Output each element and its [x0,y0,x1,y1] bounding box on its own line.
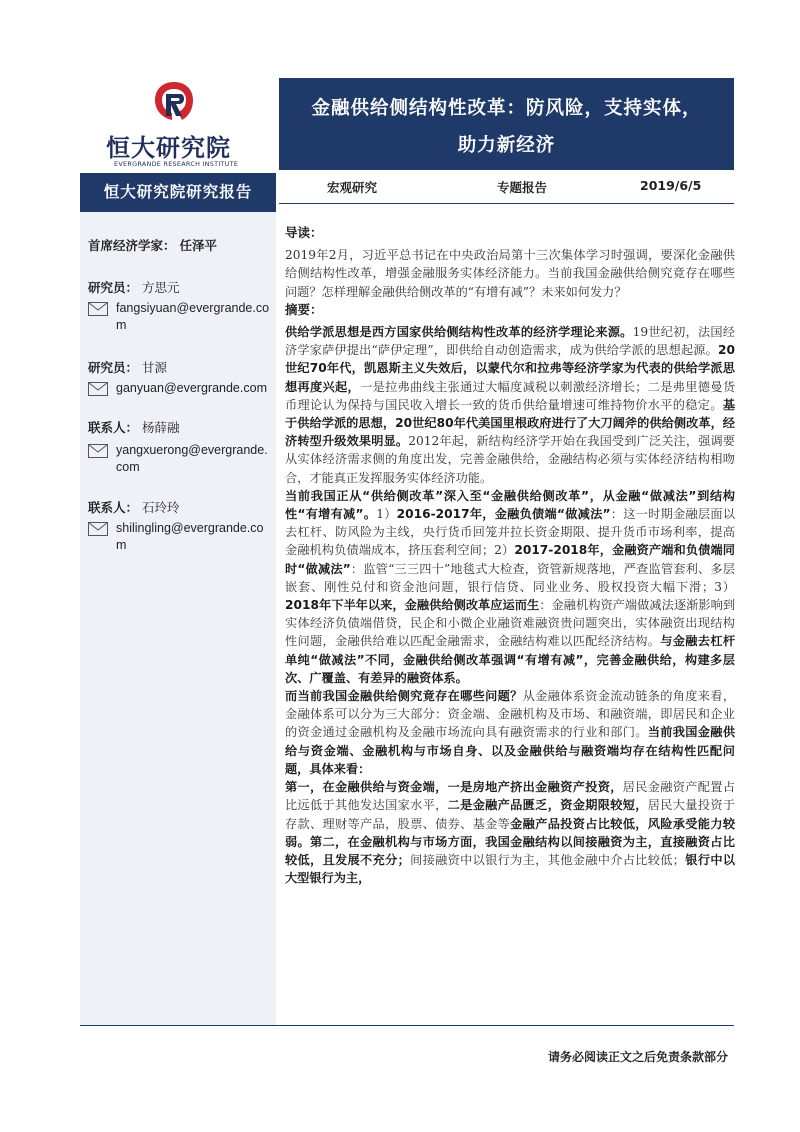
text-run: 从金融体系资金流动链条的角度来看，金融体系可以分为三大部分：资金端、金融机构及市场、和融资端，即居民和企业的资金通过金融机构及金融市场流向具有融资需求的行业和部门。 [285,689,736,740]
text-run-bold: 与金融去杠杆单纯“做减法”不同，金融供给侧改革强调“有增有减”，完善金融供给，构建多层次、广覆盖、有差异的融资体系。 [285,634,736,685]
person-name: 方思元 [142,280,180,295]
header-rule [279,203,734,204]
text-run: 间接融资中以银行为主，其他金融中介占比较低； [409,852,685,867]
text-run: 19世纪初，法国经济学家萨伊提出“萨伊定理”，即供给自动创造需求，成为供给学派的思想起源。 [285,325,735,358]
person-email-4[interactable] [88,520,272,554]
report-title [279,78,734,170]
text-run-bold: 供给学派思想是西方国家供给侧结构性改革的经济学理论来源。 [285,325,633,340]
intro-heading: 导读： [285,225,323,240]
envelope-icon [88,382,108,396]
text-run: 2012年起，新结构经济学开始在我国受到广泛关注，强调要从实体经济需求侧的角度出发，完善金融供给，金融结构必须与实体经济结构相吻合，才能真正发挥服务实体经济功能。 [285,434,735,485]
person-email-1[interactable] [88,300,272,334]
text-run: 1） [376,507,397,522]
logo-name: 恒大研究院 [106,134,231,162]
logo-mark-icon [152,80,196,124]
text-run-bold: 二是金融产品匮乏，资金期限较短， [447,798,648,813]
footer-disclaimer: 请务必阅读正文之后免责条款部分 [547,1050,728,1064]
person-name: 石玲玲 [142,500,180,515]
meta-category: 宏观研究 [327,180,378,195]
logo [100,80,250,170]
person-2 [88,358,167,376]
email-address[interactable]: yangxuerong@evergrande.com [116,443,268,474]
person-email-2[interactable] [88,380,272,397]
text-run: ：这一时期金融层面以去杠杆、防风险为主线，央行货币回笼并拉长资金期限、提升货币市场利率，提高金融机构负债端成本，挤压套利空间；2） [285,507,736,558]
envelope-icon [88,522,108,536]
footer-rule [80,1025,734,1026]
person-role: 联系人： [88,420,139,435]
meta-type: 专题报告 [497,180,548,195]
text-run-bold: 20世纪70年代，凯恩斯主义失效后，以蒙代尔和拉弗等经济学家为代表的供给学派思想再度兴起， [285,343,735,394]
abstract-paragraph-2 [285,487,735,687]
main-content [285,224,735,887]
title-line-1: 金融供给侧结构性改革：防风险，支持实体， [311,98,702,119]
email-address[interactable]: fangsiyuan@evergrande.com [116,301,270,332]
chief-name: 任泽平 [179,238,218,253]
person-1 [88,278,180,296]
title-line-2: 助力新经济 [457,135,556,156]
text-run-bold: 金融产品投资占比较低，风险承受能力较弱。第二，在金融机构与市场方面，我国金融结构以间接融资为主，直接融资占比较低，且发展不充分； [285,816,736,867]
chief-role: 首席经济学家： [88,238,176,253]
intro-text: 2019年2月，习近平总书记在中央政治局第十三次集体学习时强调，要深化金融供给侧结构性改革，增强金融服务实体经济能力。当前我国金融供给侧究竟存在哪些问题？怎样理解金融供给侧改革的“有增有减”？未来如何发力？ [285,248,735,299]
text-run-bold: 当前我国正从“供给侧改革”深入至“金融供给侧改革”，从金融“做减法”到结构性“有增有减”。 [285,488,735,522]
person-email-3[interactable] [88,442,272,476]
text-run: 一是拉弗曲线主张通过大幅度减税以刺激经济增长；二是弗里德曼货币理论认为保持与国民收入增长一致的货币供给量增速可维持物价水平的稳定。 [285,379,736,412]
person-3 [88,418,180,436]
person-name: 杨薛融 [142,420,180,435]
meta-date: 2019/6/5 [640,178,702,193]
email-address[interactable]: ganyuan@evergrande.com [116,381,267,395]
text-run: ：监管“三三四十”地毯式大检查，资管新规落地，严查监管套利、多层嵌套、刚性兑付和资金池问题，银行信贷、同业业务、股权投资大幅下滑；3） [285,561,735,594]
text-run-bold: 第一，在金融供给与资金端，一是房地产挤出金融资产投资， [285,780,623,795]
person-name: 甘源 [142,360,168,375]
email-address[interactable]: shilingling@evergrande.com [116,521,264,552]
person-4 [88,498,180,516]
sidebar [80,212,276,1025]
abstract-paragraph-4 [285,778,735,887]
text-run-bold: 而当前我国金融供给侧究竟存在哪些问题？ [285,689,523,704]
text-run-bold: 基于供给学派的思想，20世纪80年代美国里根政府进行了大刀阔斧的供给侧改革，经济转型升级效果明显。 [285,397,735,449]
text-run: ：金融机构资产端做减法逐渐影响到实体经济负债端借贷，民企和小微企业融资难融资贵问题突出，实体融资出现结构性问题，金融供给难以匹配金融需求，金融结构难以匹配经济结构。 [285,598,736,649]
abstract-paragraph-3 [285,687,735,778]
logo-subtitle: EVERGRANDE RESEARCH INSTITUTE [114,160,239,168]
person-role: 研究员： [88,280,139,295]
envelope-icon [88,302,108,316]
text-run-bold: 当前我国金融供给与资金端、金融机构与市场自身、以及金融供给与融资端均存在结构性匹配问题，具体来看： [285,725,736,776]
text-run: 居民大量投资于存款、理财等产品，股票、债券、基金等 [285,798,736,831]
envelope-icon [88,444,108,458]
person-role: 研究员： [88,360,139,375]
text-run-bold: 2016-2017年，金融负债端“做减法” [396,507,611,522]
text-run-bold: 2017-2018年，金融资产端和负债端同时“做减法” [285,543,735,576]
chief-economist [88,236,217,254]
text-run-bold: 2018年下半年以来，金融供给侧改革应运而生 [285,598,540,613]
text-run: 居民金融资产配置占比远低于其他发达国家水平， [285,780,736,813]
text-run-bold: 银行中以大型银行为主， [285,852,736,886]
person-role: 联系人： [88,500,139,515]
report-label: 恒大研究院研究报告 [80,173,276,212]
abstract-heading: 摘要： [285,301,323,317]
abstract-paragraph-1 [285,323,735,487]
